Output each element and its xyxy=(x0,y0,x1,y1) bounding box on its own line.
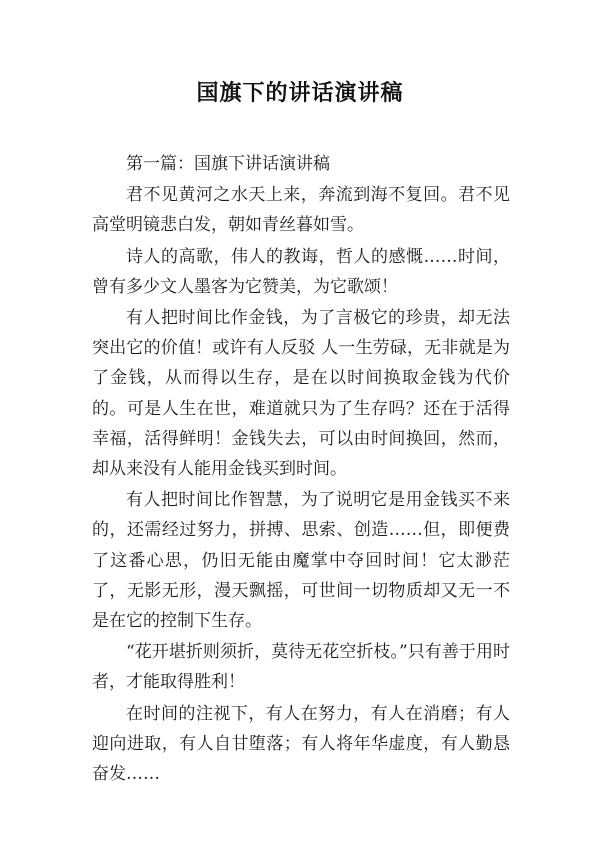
section-heading: 第一篇：国旗下讲话演讲稿 xyxy=(126,154,330,174)
paragraph: 诗人的高歌，伟人的教诲，哲人的感慨……时间，曾有多少文人墨客为它赞美，为它歌颂！ xyxy=(92,246,510,297)
paragraph: 有人把时间比作智慧，为了说明它是用金钱买不来的，还需经过努力，拼搏、思索、创造……但，即便费了这番心思，仍旧无能由魔掌中夺回时间！它太渺茫了，无影无形，漫天飘摇，可世间一切物质却又无一不是在它的控制下生存。 xyxy=(92,490,510,632)
paragraph: 在时间的注视下，有人在努力，有人在消磨；有人迎向进取，有人自甘堕落；有人将年华虚度，有人勤恳奋发…… xyxy=(92,703,510,785)
document-body xyxy=(92,149,510,790)
paragraph: “花开堪折则须折，莫待无花空折枝。”只有善于用时者，才能取得胜利！ xyxy=(92,642,510,693)
paragraph: 有人把时间比作金钱，为了言极它的珍贵，却无法突出它的价值！或许有人反驳 人一生劳碌，无非就是为了金钱，从而得以生存，是在以时间换取金钱为代价的。可是人生在世，难道就只为了生存吗？还在于活得幸福，活得鲜明！金钱失去，可以由时间换回，然而，却从来没有人能用金钱买到时间。 xyxy=(92,308,510,480)
paragraph: 君不见黄河之水天上来，奔流到海不复回。君不见高堂明镜悲白发，朝如青丝暮如雪。 xyxy=(92,185,510,236)
document-title: 国旗下的讲话演讲稿 xyxy=(196,81,404,106)
